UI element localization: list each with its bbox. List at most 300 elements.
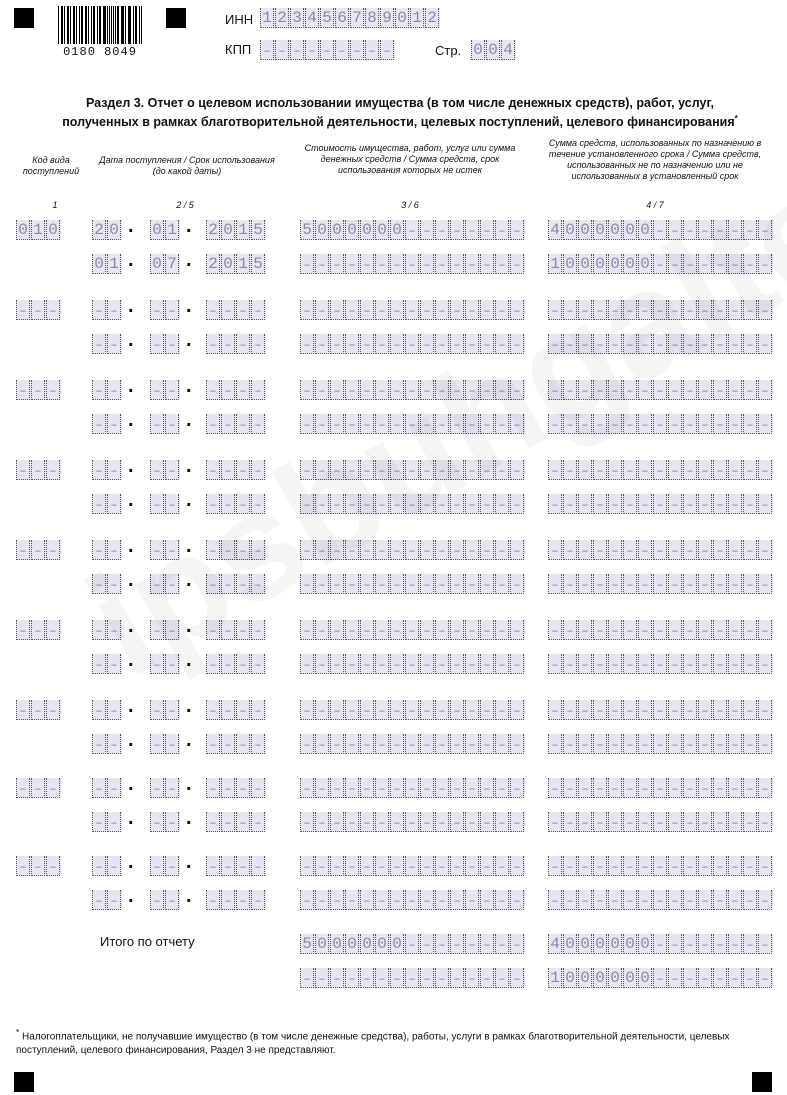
cost-field-cell — [510, 620, 524, 640]
use-month-field[interactable] — [150, 734, 180, 754]
used-field-cell — [623, 856, 637, 876]
unused-field-cell — [728, 494, 742, 514]
income-code-field[interactable] — [16, 620, 61, 640]
use-year-field-cell — [236, 734, 250, 754]
unexpired-field-cell — [330, 734, 344, 754]
unexpired-field-cell — [510, 890, 524, 910]
unexpired-field-cell — [465, 654, 479, 674]
cost-field-cell — [450, 220, 464, 240]
total-used-field-cell — [713, 934, 727, 954]
income-code-field-cell — [46, 460, 60, 480]
receipt-month-field[interactable] — [150, 460, 180, 480]
used-field-cell — [683, 540, 697, 560]
income-code-field-cell — [31, 300, 45, 320]
cost-field[interactable] — [300, 778, 525, 798]
cost-field-cell — [315, 380, 329, 400]
unused-field[interactable] — [548, 654, 773, 674]
used-field-cell — [683, 700, 697, 720]
used-field-cell — [653, 778, 667, 798]
total-cost-field-cell — [450, 934, 464, 954]
used-field[interactable] — [548, 778, 773, 798]
section-title-line2: полученных в рамках благотворительной деятельности, целевых поступлений, целевого финансирования — [62, 115, 735, 130]
date-separator-dot: . — [128, 615, 134, 637]
use-day-field-cell: 1 — [107, 254, 121, 274]
date-separator-dot: . — [128, 773, 134, 795]
use-month-field[interactable] — [150, 254, 180, 274]
unexpired-field-cell — [495, 654, 509, 674]
used-field[interactable] — [548, 620, 773, 640]
income-code-field[interactable] — [16, 220, 61, 240]
date-separator-dot: . — [128, 295, 134, 317]
use-year-field-cell — [236, 654, 250, 674]
used-field-cell — [623, 620, 637, 640]
unused-field-cell — [758, 494, 772, 514]
unused-field-cell — [638, 812, 652, 832]
use-month-field-cell — [165, 812, 179, 832]
unused-field-cell — [743, 414, 757, 434]
unused-field-cell — [653, 734, 667, 754]
date-separator-dot: . — [128, 695, 134, 717]
use-year-field-cell — [206, 734, 220, 754]
used-field-cell — [548, 856, 562, 876]
used-field-cell: 0 — [638, 220, 652, 240]
unused-field-cell — [683, 574, 697, 594]
unused-field-cell — [683, 812, 697, 832]
cost-field-cell — [495, 620, 509, 640]
unexpired-field-cell — [435, 812, 449, 832]
receipt-day-field-cell — [107, 778, 121, 798]
total-used-field-cell: 4 — [548, 934, 562, 954]
receipt-day-field-cell — [107, 856, 121, 876]
used-field-cell — [548, 778, 562, 798]
use-day-field-cell — [92, 654, 106, 674]
receipt-day-field[interactable] — [92, 220, 122, 240]
used-field[interactable] — [548, 700, 773, 720]
cost-field-cell — [375, 620, 389, 640]
used-field-cell — [683, 620, 697, 640]
inn-field[interactable] — [260, 8, 440, 28]
income-code-field[interactable] — [16, 856, 61, 876]
receipt-day-field[interactable] — [92, 460, 122, 480]
cost-field[interactable] — [300, 220, 525, 240]
use-day-field-cell — [107, 414, 121, 434]
totals-label: Итого по отчету — [100, 934, 195, 949]
use-day-field[interactable] — [92, 254, 122, 274]
unused-field-cell — [653, 494, 667, 514]
total-used-field[interactable] — [548, 934, 773, 954]
used-field-cell — [758, 540, 772, 560]
barcode-bar — [125, 6, 126, 44]
unexpired-field-cell — [300, 734, 314, 754]
unexpired-field-cell — [300, 890, 314, 910]
use-day-field[interactable] — [92, 812, 122, 832]
cost-field-cell — [510, 540, 524, 560]
income-code-field-cell — [31, 700, 45, 720]
use-month-field-cell — [165, 414, 179, 434]
unexpired-field-cell — [345, 334, 359, 354]
unexpired-field[interactable] — [300, 734, 525, 754]
date-separator-dot: . — [186, 215, 192, 237]
used-field-cell — [728, 778, 742, 798]
used-field[interactable] — [548, 540, 773, 560]
receipt-year-field-cell — [236, 380, 250, 400]
use-month-field-cell — [165, 734, 179, 754]
total-cost-field[interactable] — [300, 934, 525, 954]
barcode-bar — [130, 6, 131, 44]
unexpired-field-cell — [450, 812, 464, 832]
use-day-field-cell — [107, 494, 121, 514]
total-unused-field[interactable] — [548, 968, 773, 988]
used-field-cell — [758, 460, 772, 480]
unused-field-cell — [623, 494, 637, 514]
receipt-year-field-cell — [206, 778, 220, 798]
use-year-field[interactable] — [206, 334, 266, 354]
cost-field-cell — [315, 620, 329, 640]
receipt-month-field[interactable] — [150, 778, 180, 798]
total-unexpired-field[interactable] — [300, 968, 525, 988]
receipt-year-field-cell — [236, 856, 250, 876]
used-field-cell — [758, 380, 772, 400]
cost-field-cell: 0 — [330, 220, 344, 240]
receipt-month-field[interactable] — [150, 856, 180, 876]
inn-field-cell: 2 — [275, 8, 289, 28]
unused-field-cell — [578, 812, 592, 832]
cost-field-cell — [300, 778, 314, 798]
total-unexpired-field-cell — [510, 968, 524, 988]
receipt-year-field[interactable] — [206, 856, 266, 876]
unexpired-field[interactable] — [300, 254, 525, 274]
total-unused-field-cell: 0 — [563, 968, 577, 988]
unused-field-cell — [593, 494, 607, 514]
receipt-year-field-cell — [236, 778, 250, 798]
use-year-field[interactable] — [206, 254, 266, 274]
receipt-year-field-cell: 2 — [206, 220, 220, 240]
use-day-field-cell — [107, 334, 121, 354]
unused-field[interactable] — [548, 734, 773, 754]
date-separator-dot: . — [186, 409, 192, 431]
unexpired-field-cell — [420, 254, 434, 274]
cost-field-cell — [300, 300, 314, 320]
cost-field-cell — [450, 540, 464, 560]
total-unused-field-cell: 0 — [593, 968, 607, 988]
receipt-year-field-cell — [251, 856, 265, 876]
total-used-field-cell — [698, 934, 712, 954]
unexpired-field-cell — [450, 734, 464, 754]
page-number-field[interactable] — [471, 40, 516, 60]
date-separator-dot: . — [128, 851, 134, 873]
receipt-year-field[interactable] — [206, 700, 266, 720]
cost-field-cell — [435, 620, 449, 640]
use-day-field-cell — [107, 812, 121, 832]
unused-field[interactable] — [548, 574, 773, 594]
use-month-field[interactable] — [150, 414, 180, 434]
kpp-field-cell — [320, 40, 334, 60]
unused-field-cell — [593, 734, 607, 754]
kpp-label: КПП — [225, 42, 252, 57]
income-code-field-cell — [16, 778, 30, 798]
date-separator-dot: . — [186, 375, 192, 397]
receipt-month-field[interactable] — [150, 220, 180, 240]
cost-field[interactable] — [300, 856, 525, 876]
barcode-bar — [86, 6, 87, 44]
use-day-field[interactable] — [92, 890, 122, 910]
use-year-field-cell — [206, 890, 220, 910]
receipt-year-field[interactable] — [206, 380, 266, 400]
income-code-field-cell — [31, 856, 45, 876]
use-day-field-cell — [92, 734, 106, 754]
total-unexpired-field-cell — [375, 968, 389, 988]
unused-field-cell — [548, 812, 562, 832]
kpp-field-cell — [275, 40, 289, 60]
column-number-1: 1 — [52, 200, 58, 210]
use-year-field-cell — [251, 734, 265, 754]
unused-field[interactable] — [548, 494, 773, 514]
receipt-day-field-cell — [107, 380, 121, 400]
use-year-field[interactable] — [206, 890, 266, 910]
use-day-field[interactable] — [92, 494, 122, 514]
receipt-month-field-cell: 1 — [165, 220, 179, 240]
used-field-cell — [743, 700, 757, 720]
date-separator-dot: . — [186, 489, 192, 511]
unused-field-cell — [683, 494, 697, 514]
cost-field-cell — [435, 778, 449, 798]
corner-marker-tr — [166, 8, 186, 28]
income-code-field[interactable] — [16, 700, 61, 720]
unexpired-field-cell — [375, 812, 389, 832]
corner-marker-tl — [14, 8, 34, 28]
receipt-month-field-cell — [165, 700, 179, 720]
receipt-month-field-cell — [150, 380, 164, 400]
unexpired-field[interactable] — [300, 890, 525, 910]
cost-field-cell — [405, 300, 419, 320]
cost-field-cell — [450, 856, 464, 876]
income-code-field-cell: 1 — [31, 220, 45, 240]
use-month-field-cell — [165, 890, 179, 910]
unused-field-cell — [623, 574, 637, 594]
unused-field-cell — [743, 574, 757, 594]
use-year-field[interactable] — [206, 414, 266, 434]
cost-field-cell — [495, 856, 509, 876]
unexpired-field-cell — [435, 734, 449, 754]
used-field-cell — [743, 380, 757, 400]
total-used-field-cell: 0 — [563, 934, 577, 954]
cost-field-cell — [360, 300, 374, 320]
used-field-cell — [743, 620, 757, 640]
kpp-field[interactable] — [260, 40, 395, 60]
unused-field-cell — [713, 414, 727, 434]
cost-field-cell — [495, 220, 509, 240]
cost-field-cell — [345, 620, 359, 640]
use-year-field-cell — [206, 812, 220, 832]
used-field[interactable] — [548, 460, 773, 480]
use-day-field[interactable] — [92, 334, 122, 354]
total-unused-field-cell — [683, 968, 697, 988]
cost-field-cell — [435, 220, 449, 240]
receipt-year-field-cell — [221, 300, 235, 320]
total-cost-field-cell — [465, 934, 479, 954]
receipt-day-field[interactable] — [92, 856, 122, 876]
use-year-field[interactable] — [206, 734, 266, 754]
unexpired-field[interactable] — [300, 812, 525, 832]
total-cost-field-cell — [480, 934, 494, 954]
used-field-cell — [713, 700, 727, 720]
use-month-field[interactable] — [150, 890, 180, 910]
cost-field-cell — [480, 856, 494, 876]
total-unexpired-field-cell — [435, 968, 449, 988]
use-month-field[interactable] — [150, 812, 180, 832]
unexpired-field-cell — [315, 654, 329, 674]
unexpired-field-cell — [345, 734, 359, 754]
unexpired-field-cell — [375, 334, 389, 354]
income-code-field-cell — [16, 460, 30, 480]
use-month-field-cell — [150, 414, 164, 434]
receipt-day-field[interactable] — [92, 300, 122, 320]
receipt-year-field[interactable] — [206, 220, 266, 240]
used-field-cell: 0 — [593, 220, 607, 240]
used-field-cell — [728, 700, 742, 720]
unused-field[interactable] — [548, 890, 773, 910]
page-label: Стр. — [435, 43, 462, 58]
barcode-bar — [76, 6, 77, 44]
cost-field[interactable] — [300, 620, 525, 640]
used-field-cell — [668, 778, 682, 798]
income-code-field[interactable] — [16, 460, 61, 480]
use-day-field-cell — [92, 414, 106, 434]
income-code-field-cell — [31, 620, 45, 640]
unused-field-cell — [623, 734, 637, 754]
use-month-field[interactable] — [150, 334, 180, 354]
unused-field-cell — [758, 734, 772, 754]
use-year-field[interactable] — [206, 812, 266, 832]
total-used-field-cell: 0 — [608, 934, 622, 954]
income-code-field[interactable] — [16, 380, 61, 400]
used-field-cell — [713, 620, 727, 640]
use-day-field-cell — [107, 890, 121, 910]
receipt-month-field-cell: 0 — [150, 220, 164, 240]
cost-field-cell — [480, 700, 494, 720]
cost-field-cell — [465, 300, 479, 320]
use-day-field[interactable] — [92, 414, 122, 434]
used-field[interactable] — [548, 856, 773, 876]
receipt-year-field-cell — [236, 300, 250, 320]
receipt-month-field-cell — [150, 460, 164, 480]
inn-field-cell: 9 — [380, 8, 394, 28]
unused-field-cell — [608, 812, 622, 832]
cost-field-cell — [420, 220, 434, 240]
cost-field-cell — [405, 778, 419, 798]
receipt-day-field[interactable] — [92, 700, 122, 720]
unused-field-cell — [728, 574, 742, 594]
receipt-year-field[interactable] — [206, 300, 266, 320]
date-separator-dot: . — [128, 535, 134, 557]
date-separator-dot: . — [128, 489, 134, 511]
kpp-field-cell — [260, 40, 274, 60]
use-year-field-cell — [236, 414, 250, 434]
use-year-field-cell — [221, 812, 235, 832]
use-year-field-cell — [206, 414, 220, 434]
unexpired-field-cell — [480, 574, 494, 594]
kpp-field-cell — [290, 40, 304, 60]
date-separator-dot: . — [128, 249, 134, 271]
unused-field-cell — [743, 812, 757, 832]
cost-field-cell — [390, 300, 404, 320]
unused-field-cell — [638, 654, 652, 674]
unexpired-field-cell — [465, 254, 479, 274]
cost-field-cell — [300, 620, 314, 640]
receipt-month-field[interactable] — [150, 300, 180, 320]
unused-field-cell — [743, 734, 757, 754]
barcode-bar — [70, 6, 71, 44]
used-field-cell — [758, 856, 772, 876]
receipt-year-field-cell: 5 — [251, 220, 265, 240]
total-cost-field-cell — [420, 934, 434, 954]
unused-field-cell — [563, 812, 577, 832]
receipt-day-field-cell — [107, 300, 121, 320]
unexpired-field-cell — [420, 890, 434, 910]
use-year-field-cell: 5 — [251, 254, 265, 274]
used-field-cell — [563, 856, 577, 876]
unexpired-field-cell — [480, 254, 494, 274]
income-code-field[interactable] — [16, 540, 61, 560]
receipt-year-field-cell — [236, 700, 250, 720]
barcode-bar — [122, 6, 123, 44]
column-number-4: 4 / 7 — [646, 200, 664, 210]
unexpired-field-cell — [510, 654, 524, 674]
unused-field-cell — [653, 414, 667, 434]
unused-field-cell — [758, 890, 772, 910]
cost-field-cell — [315, 700, 329, 720]
date-separator-dot: . — [128, 885, 134, 907]
date-separator-dot: . — [128, 649, 134, 671]
unexpired-field-cell — [405, 890, 419, 910]
total-unused-field-cell: 1 — [548, 968, 562, 988]
section-title-mark: * — [734, 114, 738, 123]
used-field-cell — [563, 700, 577, 720]
date-separator-dot: . — [128, 329, 134, 351]
unexpired-field-cell — [300, 334, 314, 354]
receipt-year-field-cell — [251, 700, 265, 720]
income-code-field[interactable] — [16, 300, 61, 320]
income-code-field[interactable] — [16, 778, 61, 798]
unused-field-cell — [698, 654, 712, 674]
unused-field[interactable] — [548, 812, 773, 832]
receipt-year-field[interactable] — [206, 778, 266, 798]
unexpired-field-cell — [510, 254, 524, 274]
barcode-bar — [79, 6, 80, 44]
footnote-mark: * — [16, 1027, 20, 1037]
cost-field-cell — [420, 300, 434, 320]
unused-field-cell — [638, 890, 652, 910]
receipt-month-field[interactable] — [150, 380, 180, 400]
unused-field-cell — [563, 654, 577, 674]
unexpired-field-cell — [360, 812, 374, 832]
cost-field[interactable] — [300, 700, 525, 720]
receipt-day-field[interactable] — [92, 778, 122, 798]
total-used-field-cell — [728, 934, 742, 954]
cost-field-cell — [510, 778, 524, 798]
corner-marker-br — [752, 1072, 772, 1092]
use-month-field-cell — [165, 334, 179, 354]
cost-field-cell — [345, 856, 359, 876]
receipt-day-field[interactable] — [92, 380, 122, 400]
unused-field-cell — [653, 812, 667, 832]
section-title-line1: Раздел 3. Отчет о целевом использовании имущества (в том числе денежных средств), работ, услуг, — [85, 96, 715, 110]
unexpired-field[interactable] — [300, 654, 525, 674]
unused-field-cell — [653, 574, 667, 594]
cost-field-cell — [480, 220, 494, 240]
use-day-field[interactable] — [92, 734, 122, 754]
unused-field-cell — [668, 574, 682, 594]
